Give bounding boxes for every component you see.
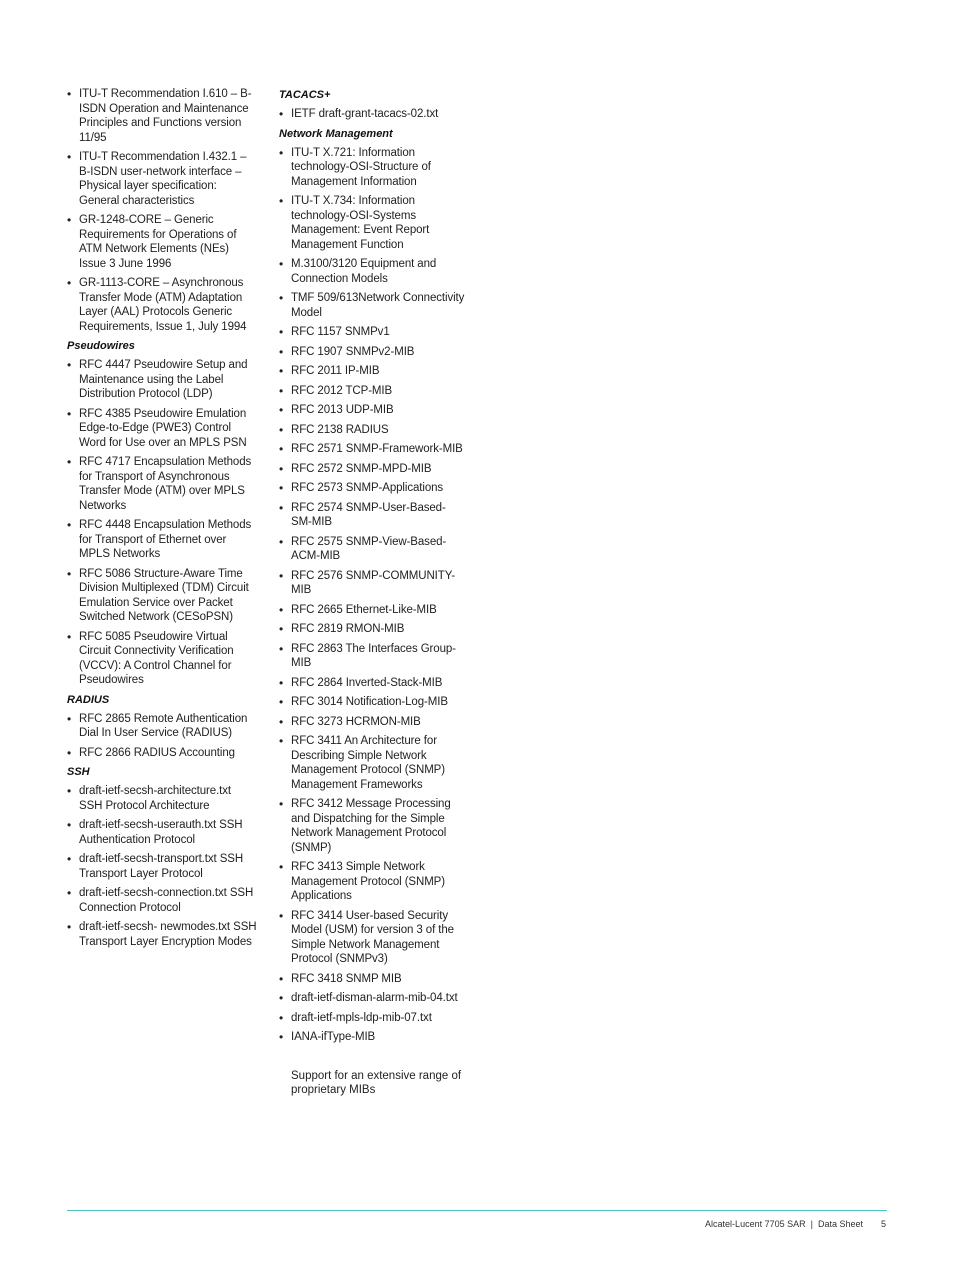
list-item: • RFC 2574 SNMP-User-Based-SM-MIB (279, 501, 465, 530)
list-item: • RFC 2575 SNMP-View-Based-ACM-MIB (279, 535, 465, 564)
list-item: • draft-ietf-secsh- newmodes.txt SSH Transport Layer Encryption Modes (67, 920, 257, 949)
section-heading-pseudowires: Pseudowires (67, 340, 135, 352)
footer-doc-type: Data Sheet (817, 1219, 863, 1229)
list-item: • RFC 2576 SNMP-COMMUNITY-MIB (279, 569, 465, 598)
section-heading-tacacs: TACACS+ (279, 89, 331, 101)
list-item: • RFC 2866 RADIUS Accounting (67, 746, 257, 761)
standards-list (67, 87, 257, 334)
list-item: • RFC 4717 Encapsulation Methods for Transport of Asynchronous Transfer Mode (ATM) over MPLS Networks (67, 455, 257, 513)
list-item: • ITU-T Recommendation I.610 – B-ISDN Operation and Maintenance Principles and Functions version 11/95 (67, 87, 257, 145)
list-item: • IANA-ifType-MIB (279, 1030, 465, 1045)
right-column (279, 87, 465, 1098)
footer-rule (67, 1210, 887, 1211)
list-item: • RFC 2013 UDP-MIB (279, 403, 465, 418)
list-item: • ITU-T Recommendation I.432.1 – B-ISDN user-network interface – Physical layer specification: General characteristics (67, 150, 257, 208)
list-item: • RFC 2571 SNMP-Framework-MIB (279, 442, 465, 457)
list-item: • RFC 1157 SNMPv1 (279, 325, 465, 340)
network-management-list (279, 146, 465, 1045)
list-item: • RFC 4385 Pseudowire Emulation Edge-to-Edge (PWE3) Control Word for Use over an MPLS PSN (67, 407, 257, 451)
list-item: • RFC 2011 IP-MIB (279, 364, 465, 379)
list-item: • TMF 509/613Network Connectivity Model (279, 291, 465, 320)
left-column (67, 87, 257, 954)
page-footer (705, 1219, 886, 1230)
list-item: • RFC 5086 Structure-Aware Time Division Multiplexed (TDM) Circuit Emulation Service over Packet Switched Network (CESoPSN) (67, 567, 257, 625)
list-item: • IETF draft-grant-tacacs-02.txt (279, 107, 465, 122)
list-item: • draft-ietf-secsh-connection.txt SSH Connection Protocol (67, 886, 257, 915)
footer-product: Alcatel-Lucent 7705 SAR (705, 1219, 806, 1229)
list-item: • GR-1113-CORE – Asynchronous Transfer Mode (ATM) Adaptation Layer (AAL) Protocols Generic Requirements, Issue 1, July 1994 (67, 276, 257, 334)
list-item: • draft-ietf-secsh-userauth.txt SSH Authentication Protocol (67, 818, 257, 847)
list-item: • RFC 2863 The Interfaces Group-MIB (279, 642, 465, 671)
list-item: • RFC 3413 Simple Network Management Protocol (SNMP) Applications (279, 860, 465, 904)
list-item: • RFC 1907 SNMPv2-MIB (279, 345, 465, 360)
list-item: • RFC 3014 Notification-Log-MIB (279, 695, 465, 710)
pseudowires-list (67, 358, 257, 688)
list-item: • RFC 3414 User-based Security Model (USM) for version 3 of the Simple Network Management Protocol (SNMPv3) (279, 909, 465, 967)
list-item: • RFC 3418 SNMP MIB (279, 972, 465, 987)
list-item: • draft-ietf-mpls-ldp-mib-07.txt (279, 1011, 465, 1026)
list-item: • RFC 2665 Ethernet-Like-MIB (279, 603, 465, 618)
list-item: • draft-ietf-secsh-transport.txt SSH Transport Layer Protocol (67, 852, 257, 881)
list-item: • ITU-T X.721: Information technology-OSI-Structure of Management Information (279, 146, 465, 190)
list-item: • RFC 5085 Pseudowire Virtual Circuit Connectivity Verification (VCCV): A Control Channel for Pseudowires (67, 630, 257, 688)
list-item: • draft-ietf-disman-alarm-mib-04.txt (279, 991, 465, 1006)
list-item: • RFC 2572 SNMP-MPD-MIB (279, 462, 465, 477)
radius-list (67, 712, 257, 761)
list-item: • RFC 3412 Message Processing and Dispatching for the Simple Network Management Protocol (SNMP) (279, 797, 465, 855)
tacacs-list (279, 107, 465, 122)
list-item: • draft-ietf-secsh-architecture.txt SSH Protocol Architecture (67, 784, 257, 813)
list-item: • GR-1248-CORE – Generic Requirements for Operations of ATM Network Elements (NEs) Issue 3 June 1996 (67, 213, 257, 271)
list-item: • RFC 2864 Inverted-Stack-MIB (279, 676, 465, 691)
list-item: • RFC 3273 HCRMON-MIB (279, 715, 465, 730)
page-number: 5 (880, 1219, 886, 1229)
list-item: • RFC 4448 Encapsulation Methods for Transport of Ethernet over MPLS Networks (67, 518, 257, 562)
ssh-list (67, 784, 257, 949)
list-item: • RFC 4447 Pseudowire Setup and Maintenance using the Label Distribution Protocol (LDP) (67, 358, 257, 402)
list-item: • RFC 2865 Remote Authentication Dial In User Service (RADIUS) (67, 712, 257, 741)
proprietary-mibs-note: Support for an extensive range of proprietary MIBs (291, 1069, 462, 1096)
list-item: • RFC 2012 TCP-MIB (279, 384, 465, 399)
section-heading-network-management: Network Management (279, 127, 393, 140)
list-item: • RFC 3411 An Architecture for Describing Simple Network Management Protocol (SNMP) Management Frameworks (279, 734, 465, 792)
section-heading-radius: RADIUS (67, 693, 110, 706)
list-item: • ITU-T X.734: Information technology-OSI-Systems Management: Event Report Management Function (279, 194, 465, 252)
footer-separator: | (810, 1219, 813, 1229)
list-item: • RFC 2573 SNMP-Applications (279, 481, 465, 496)
section-heading-ssh: SSH (67, 766, 90, 778)
list-item: • RFC 2138 RADIUS (279, 423, 465, 438)
list-item: • M.3100/3120 Equipment and Connection Models (279, 257, 465, 286)
list-item: • RFC 2819 RMON-MIB (279, 622, 465, 637)
